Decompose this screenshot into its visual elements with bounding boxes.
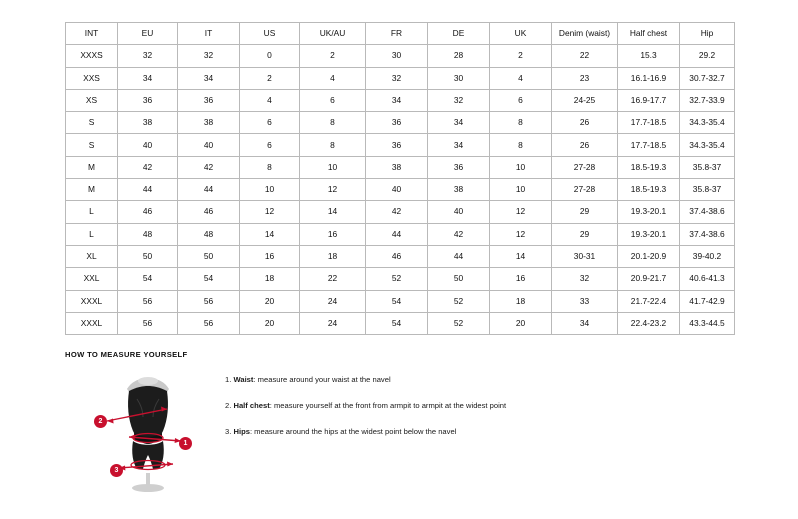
cell-hip: 40.6-41.3 [680,268,735,290]
cell-it: 46 [178,201,240,223]
cell-denim: 27-28 [552,156,618,178]
cell-it: 36 [178,89,240,111]
cell-uk: 20 [490,312,552,334]
cell-de: 38 [428,179,490,201]
measure-instruction-hips-term: Hips [233,427,250,437]
cell-us: 16 [240,245,300,267]
cell-half-chest: 22.4-23.2 [618,312,680,334]
cell-it: 54 [178,268,240,290]
table-row [66,134,735,156]
cell-it: 44 [178,179,240,201]
cell-fr: 30 [366,45,428,67]
cell-us: 0 [240,45,300,67]
table-row [66,201,735,223]
cell-denim: 30-31 [552,245,618,267]
column-header-uk-au: UK/AU [300,23,366,45]
measure-instructions-list [225,369,506,453]
cell-int: XXL [66,268,118,290]
cell-int: XXXL [66,290,118,312]
cell-hip: 35.8-37 [680,156,735,178]
cell-hip: 41.7-42.9 [680,290,735,312]
cell-eu: 40 [118,134,178,156]
cell-denim: 22 [552,45,618,67]
cell-fr: 38 [366,156,428,178]
cell-de: 40 [428,201,490,223]
cell-int: M [66,179,118,201]
column-header-it: IT [178,23,240,45]
how-to-measure-body [65,369,765,494]
cell-it: 34 [178,67,240,89]
cell-it: 40 [178,134,240,156]
cell-us: 6 [240,112,300,134]
cell-uk-au: 16 [300,223,366,245]
cell-uk: 12 [490,223,552,245]
cell-fr: 54 [366,290,428,312]
cell-fr: 36 [366,134,428,156]
cell-int: XXXS [66,45,118,67]
table-row [66,112,735,134]
cell-it: 38 [178,112,240,134]
table-row [66,156,735,178]
cell-fr: 44 [366,223,428,245]
cell-uk: 8 [490,112,552,134]
cell-half-chest: 19.3-20.1 [618,201,680,223]
cell-eu: 38 [118,112,178,134]
cell-it: 56 [178,312,240,334]
cell-de: 30 [428,67,490,89]
cell-eu: 36 [118,89,178,111]
cell-fr: 40 [366,179,428,201]
mannequin-figure-icon [93,369,203,494]
cell-us: 14 [240,223,300,245]
cell-de: 28 [428,45,490,67]
cell-hip: 32.7-33.9 [680,89,735,111]
cell-de: 36 [428,156,490,178]
table-row [66,245,735,267]
measure-instruction-waist-text: : measure around your waist at the navel [253,375,391,384]
cell-hip: 35.8-37 [680,179,735,201]
cell-us: 4 [240,89,300,111]
cell-half-chest: 15.3 [618,45,680,67]
table-row [66,223,735,245]
measure-instruction-half-chest-number: 2. [225,401,232,411]
cell-eu: 32 [118,45,178,67]
table-body [66,45,735,335]
cell-half-chest: 16.1-16.9 [618,67,680,89]
cell-fr: 46 [366,245,428,267]
cell-de: 50 [428,268,490,290]
table-row [66,268,735,290]
cell-it: 42 [178,156,240,178]
cell-half-chest: 18.5-19.3 [618,179,680,201]
cell-half-chest: 17.7-18.5 [618,134,680,156]
column-header-de: DE [428,23,490,45]
cell-hip: 34.3-35.4 [680,134,735,156]
cell-int: XS [66,89,118,111]
cell-int: L [66,201,118,223]
cell-denim: 23 [552,67,618,89]
cell-uk: 14 [490,245,552,267]
cell-uk-au: 24 [300,312,366,334]
cell-int: XL [66,245,118,267]
size-chart-container [65,22,734,335]
cell-denim: 34 [552,312,618,334]
cell-it: 56 [178,290,240,312]
cell-hip: 39-40.2 [680,245,735,267]
cell-half-chest: 21.7-22.4 [618,290,680,312]
cell-uk: 6 [490,89,552,111]
cell-half-chest: 18.5-19.3 [618,156,680,178]
cell-eu: 46 [118,201,178,223]
cell-int: S [66,112,118,134]
cell-uk: 4 [490,67,552,89]
cell-uk: 10 [490,179,552,201]
cell-uk-au: 6 [300,89,366,111]
cell-eu: 56 [118,290,178,312]
cell-de: 52 [428,290,490,312]
table-header-row [66,23,735,45]
measure-instruction-waist-term: Waist [233,375,254,384]
cell-us: 20 [240,312,300,334]
cell-fr: 34 [366,89,428,111]
cell-eu: 42 [118,156,178,178]
cell-de: 34 [428,112,490,134]
table-header [66,23,735,45]
cell-int: M [66,156,118,178]
cell-eu: 34 [118,67,178,89]
cell-us: 12 [240,201,300,223]
how-to-measure-title: HOW TO MEASURE YOURSELF [65,350,188,359]
cell-int: XXXL [66,312,118,334]
column-header-half-chest: Half chest [618,23,680,45]
column-header-hip: Hip [680,23,735,45]
cell-us: 8 [240,156,300,178]
cell-de: 44 [428,245,490,267]
column-header-fr: FR [366,23,428,45]
cell-it: 48 [178,223,240,245]
cell-us: 10 [240,179,300,201]
measure-instruction-hips [225,427,506,436]
cell-hip: 30.7-32.7 [680,67,735,89]
cell-us: 20 [240,290,300,312]
cell-denim: 26 [552,134,618,156]
cell-de: 32 [428,89,490,111]
cell-uk: 2 [490,45,552,67]
cell-eu: 44 [118,179,178,201]
measure-instruction-half-chest-term: Half chest [233,401,270,411]
cell-eu: 56 [118,312,178,334]
cell-denim: 29 [552,223,618,245]
cell-int: XXS [66,67,118,89]
cell-denim: 33 [552,290,618,312]
cell-uk-au: 4 [300,67,366,89]
cell-denim: 24-25 [552,89,618,111]
cell-hip: 29.2 [680,45,735,67]
cell-fr: 54 [366,312,428,334]
table-row [66,89,735,111]
cell-us: 6 [240,134,300,156]
cell-eu: 50 [118,245,178,267]
table-row [66,290,735,312]
table-row [66,67,735,89]
cell-hip: 37.4-38.6 [680,201,735,223]
cell-half-chest: 16.9-17.7 [618,89,680,111]
cell-eu: 54 [118,268,178,290]
cell-uk-au: 22 [300,268,366,290]
cell-it: 50 [178,245,240,267]
cell-eu: 48 [118,223,178,245]
cell-half-chest: 20.9-21.7 [618,268,680,290]
measure-instruction-half-chest [225,401,506,410]
measure-instruction-waist [225,375,506,384]
measure-instruction-half-chest-text: : measure yourself at the front from armpit to armpit at the widest point [269,401,507,411]
mannequin-illustration [93,369,203,494]
cell-de: 52 [428,312,490,334]
cell-fr: 42 [366,201,428,223]
measure-badge-3: 3 [110,464,123,477]
cell-denim: 26 [552,112,618,134]
cell-uk: 18 [490,290,552,312]
cell-uk-au: 24 [300,290,366,312]
cell-uk: 10 [490,156,552,178]
column-header-us: US [240,23,300,45]
cell-denim: 27-28 [552,179,618,201]
cell-us: 18 [240,268,300,290]
cell-uk-au: 8 [300,134,366,156]
cell-uk-au: 8 [300,112,366,134]
cell-uk: 8 [490,134,552,156]
table-row [66,45,735,67]
column-header-eu: EU [118,23,178,45]
cell-de: 34 [428,134,490,156]
measure-badge-1: 1 [179,437,192,450]
cell-us: 2 [240,67,300,89]
cell-denim: 32 [552,268,618,290]
cell-uk: 12 [490,201,552,223]
size-chart-table [65,22,735,335]
cell-half-chest: 19.3-20.1 [618,223,680,245]
measure-instruction-waist-number: 1. [225,375,232,384]
cell-de: 42 [428,223,490,245]
cell-fr: 32 [366,67,428,89]
table-row [66,312,735,334]
cell-uk-au: 10 [300,156,366,178]
cell-uk-au: 2 [300,45,366,67]
cell-int: S [66,134,118,156]
cell-fr: 52 [366,268,428,290]
measure-instruction-hips-number: 3. [225,427,232,437]
measure-badge-2: 2 [94,415,107,428]
measure-instruction-hips-text: : measure around the hips at the widest point below the navel [249,427,457,437]
cell-it: 32 [178,45,240,67]
cell-denim: 29 [552,201,618,223]
column-header-denim-waist: Denim (waist) [552,23,618,45]
cell-uk-au: 14 [300,201,366,223]
table-row [66,179,735,201]
cell-int: L [66,223,118,245]
how-to-measure-section [65,350,765,494]
cell-half-chest: 17.7-18.5 [618,112,680,134]
cell-uk: 16 [490,268,552,290]
cell-fr: 36 [366,112,428,134]
cell-hip: 34.3-35.4 [680,112,735,134]
cell-hip: 43.3-44.5 [680,312,735,334]
cell-uk-au: 12 [300,179,366,201]
column-header-int: INT [66,23,118,45]
cell-hip: 37.4-38.6 [680,223,735,245]
column-header-uk: UK [490,23,552,45]
cell-half-chest: 20.1-20.9 [618,245,680,267]
cell-uk-au: 18 [300,245,366,267]
